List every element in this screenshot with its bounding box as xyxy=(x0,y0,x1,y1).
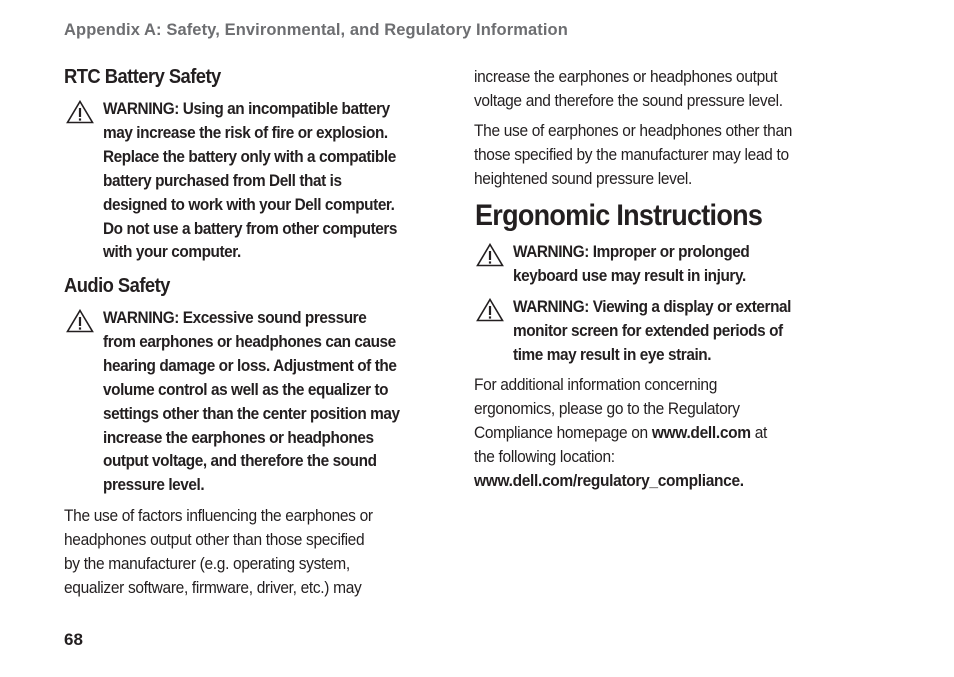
display-warning-text: WARNING: Viewing a display or external monitor screen for extended periods of time may result in eye strain. xyxy=(513,298,791,364)
earphones-paragraph: The use of earphones or headphones other than those specified by the manufacturer may lead to heightened sound pressure level. xyxy=(474,122,793,188)
audio-factors-paragraph: The use of factors influencing the earphones or headphones output other than those specified by the manufacturer (e.g. operating system, equalizer software, firmware, driver, etc.) may xyxy=(64,507,373,597)
warning-triangle-icon xyxy=(476,243,504,267)
warning-triangle-icon xyxy=(66,100,94,124)
warning-triangle-icon xyxy=(476,298,504,322)
ergonomics-info-paragraph xyxy=(474,374,767,494)
ergonomics-info-text-part1: For additional information concerning ergonomics, please go to the Regulatory Compliance homepage on xyxy=(474,376,740,442)
continuation-paragraph: increase the earphones or headphones output voltage and therefore the sound pressure level. xyxy=(474,68,783,110)
audio-safety-heading: Audio Safety xyxy=(64,275,170,297)
warning-triangle-icon xyxy=(66,309,94,333)
regulatory-compliance-url[interactable]: www.dell.com/regulatory_compliance. xyxy=(474,471,744,490)
rtc-battery-warning-text: WARNING: Using an incompatible battery may increase the risk of fire or explosion. Replace the battery only with a compatible battery purchased from Dell that is designed to work with your Dell computer. Do not use a battery from other computers with your computer. xyxy=(103,100,398,262)
rtc-battery-warning xyxy=(66,98,419,265)
audio-warning xyxy=(66,307,422,498)
running-head: Appendix A: Safety, Environmental, and Regulatory Information xyxy=(64,21,568,39)
display-warning xyxy=(476,296,812,368)
keyboard-warning xyxy=(476,241,767,289)
dell-homepage-link[interactable]: www.dell.com xyxy=(651,423,751,442)
keyboard-warning-text: WARNING: Improper or prolonged keyboard use may result in injury. xyxy=(513,243,750,285)
ergonomics-info-text-part2: at the following location: xyxy=(474,423,767,466)
page-number: 68 xyxy=(64,630,83,649)
rtc-battery-safety-heading: RTC Battery Safety xyxy=(64,66,221,88)
ergonomic-instructions-heading: Ergonomic Instructions xyxy=(475,199,763,232)
audio-warning-text: WARNING: Excessive sound pressure from earphones or headphones can cause hearing damage or loss. Adjustment of the volume control as well as the equalizer to settings other than the center position may increase the earphones or headphones output voltage, and therefore the sound pressure level. xyxy=(103,309,400,495)
